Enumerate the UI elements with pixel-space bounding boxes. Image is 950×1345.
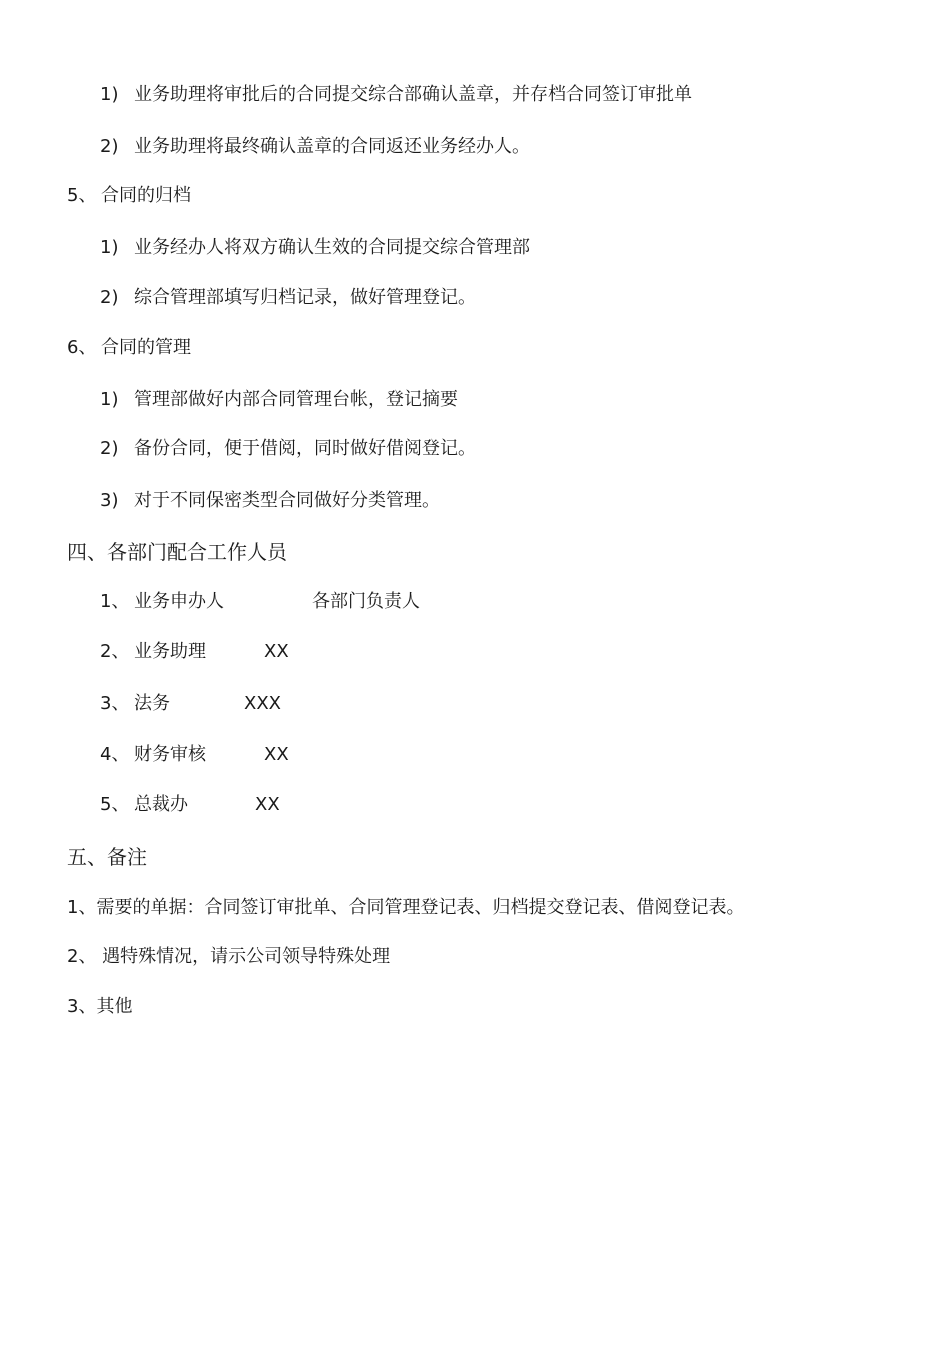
staff-row xyxy=(100,743,500,767)
staff-role: 法务 xyxy=(134,693,170,714)
item-text: 备份合同，便于借阅，同时做好借阅登记。 xyxy=(134,438,476,459)
item-number: 2) xyxy=(100,287,119,308)
item-number: 1、 xyxy=(100,591,130,612)
item-text: 合同的管理 xyxy=(101,337,191,358)
list-item xyxy=(100,388,458,412)
staff-role: 财务审核 xyxy=(134,744,206,765)
item-text: 对于不同保密类型合同做好分类管理。 xyxy=(134,490,440,511)
item-number: 1) xyxy=(100,84,119,105)
note-item: 2、 遇特殊情况，请示公司领导特殊处理 xyxy=(67,946,391,967)
staff-row xyxy=(100,640,500,664)
item-number: 3) xyxy=(100,490,119,511)
staff-person: XX xyxy=(255,794,280,815)
item-number: 1) xyxy=(100,237,119,258)
staff-row xyxy=(100,590,500,614)
item-text: 管理部做好内部合同管理台帐，登记摘要 xyxy=(134,389,458,410)
list-item xyxy=(100,83,692,107)
item-number: 2) xyxy=(100,438,119,459)
staff-row xyxy=(100,692,500,716)
item-text: 业务助理将最终确认盖章的合同返还业务经办人。 xyxy=(134,136,530,157)
staff-role: 业务申办人 xyxy=(134,591,224,612)
item-text: 业务助理将审批后的合同提交综合部确认盖章，并存档合同签订审批单 xyxy=(134,84,692,105)
staff-role: 业务助理 xyxy=(134,641,206,662)
staff-person: 各部门负责人 xyxy=(312,591,420,612)
item-text: 业务经办人将双方确认生效的合同提交综合管理部 xyxy=(134,237,530,258)
list-item xyxy=(100,135,530,159)
item-number: 3、 xyxy=(100,693,130,714)
list-item xyxy=(100,437,476,461)
section-heading: 四、各部门配合工作人员 xyxy=(67,540,287,564)
item-text: 合同的归档 xyxy=(101,185,191,206)
note-item: 3、其他 xyxy=(67,996,133,1017)
staff-person: XXX xyxy=(244,693,281,714)
section-subheading xyxy=(67,336,191,360)
staff-person: XX xyxy=(264,744,289,765)
item-number: 2) xyxy=(100,136,119,157)
staff-role: 总裁办 xyxy=(134,794,188,815)
staff-person: XX xyxy=(264,641,289,662)
item-number: 6、 xyxy=(67,337,97,358)
note-item: 1、需要的单据：合同签订审批单、合同管理登记表、归档提交登记表、借阅登记表。 xyxy=(67,897,745,918)
item-text: 综合管理部填写归档记录，做好管理登记。 xyxy=(134,287,476,308)
item-number: 2、 xyxy=(100,641,130,662)
item-number: 1) xyxy=(100,389,119,410)
item-number: 5、 xyxy=(67,185,97,206)
list-item xyxy=(100,286,476,310)
list-item xyxy=(100,236,530,260)
section-subheading xyxy=(67,184,191,208)
item-number: 5、 xyxy=(100,794,130,815)
section-heading: 五、备注 xyxy=(67,845,147,869)
item-number: 4、 xyxy=(100,744,130,765)
staff-row xyxy=(100,793,500,817)
list-item xyxy=(100,489,440,513)
